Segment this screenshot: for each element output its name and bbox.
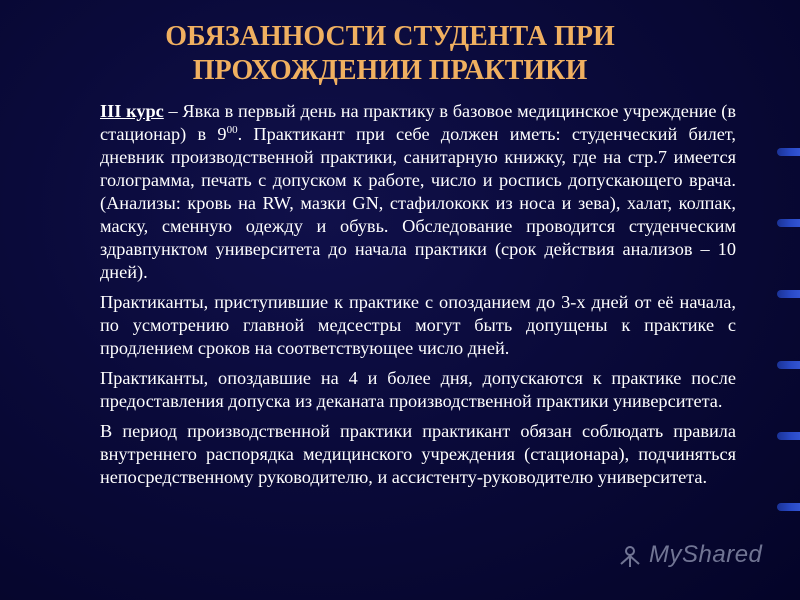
decorative-dash: [777, 148, 800, 156]
paragraph-late-up-to-3-days: Практиканты, приступившие к практике с опозданием до 3-х дней от её начала, по усмотрению главной медсестры могут быть допущены к практике с продлением сроков на соответствующее число дней.: [100, 292, 736, 358]
decorative-dash: [777, 219, 800, 227]
paragraph-internal-rules: В период производственной практики практикант обязан соблюдать правила внутреннего распорядка медицинского учреждения (стационара), подчиняться непосредственному руководителю, и ассистенту-руководителю университета.: [100, 421, 736, 487]
time-superscript: 00: [226, 123, 238, 136]
paragraph-late-4-plus-days: Практиканты, опоздавшие на 4 и более дня, допускаются к практике после предоставления допуска из деканата производственной практики университета.: [100, 368, 736, 411]
title-line-1: ОБЯЗАННОСТИ СТУДЕНТА ПРИ: [165, 21, 615, 52]
course-label: III курс: [100, 101, 164, 121]
watermark-logo-icon: [617, 542, 643, 568]
decorative-dash: [777, 503, 800, 511]
watermark: [617, 537, 762, 573]
decorative-dash: [777, 432, 800, 440]
paragraph-course-requirements: [100, 100, 736, 284]
decorative-dash: [777, 290, 800, 298]
watermark-text: MyShared: [649, 541, 763, 568]
course-text-a: – Явка в первый день на практику в базовое медицинское учреждение (в стационар) в 9: [100, 101, 737, 144]
slide-title: [70, 20, 710, 88]
slide-body: [100, 100, 736, 496]
title-line-2: ПРОХОЖДЕНИИ ПРАКТИКИ: [192, 55, 588, 86]
course-text-b: . Практикант при себе должен иметь: студенческий билет, дневник производственной практики, санитарную книжку, где на стр.7 имеется голограмма, печать с допуском к работе, число и роспись допускающего врача. (Анализы: кровь на RW, мазки GN, стафилококк из носа и зева), халат, колпак, маску, сменную одежду и обувь. Обследование проводится студенческим здравпунктом университета до начала практики (срок действия анализов – 10 дней).: [100, 124, 736, 282]
decorative-dash: [777, 361, 800, 369]
